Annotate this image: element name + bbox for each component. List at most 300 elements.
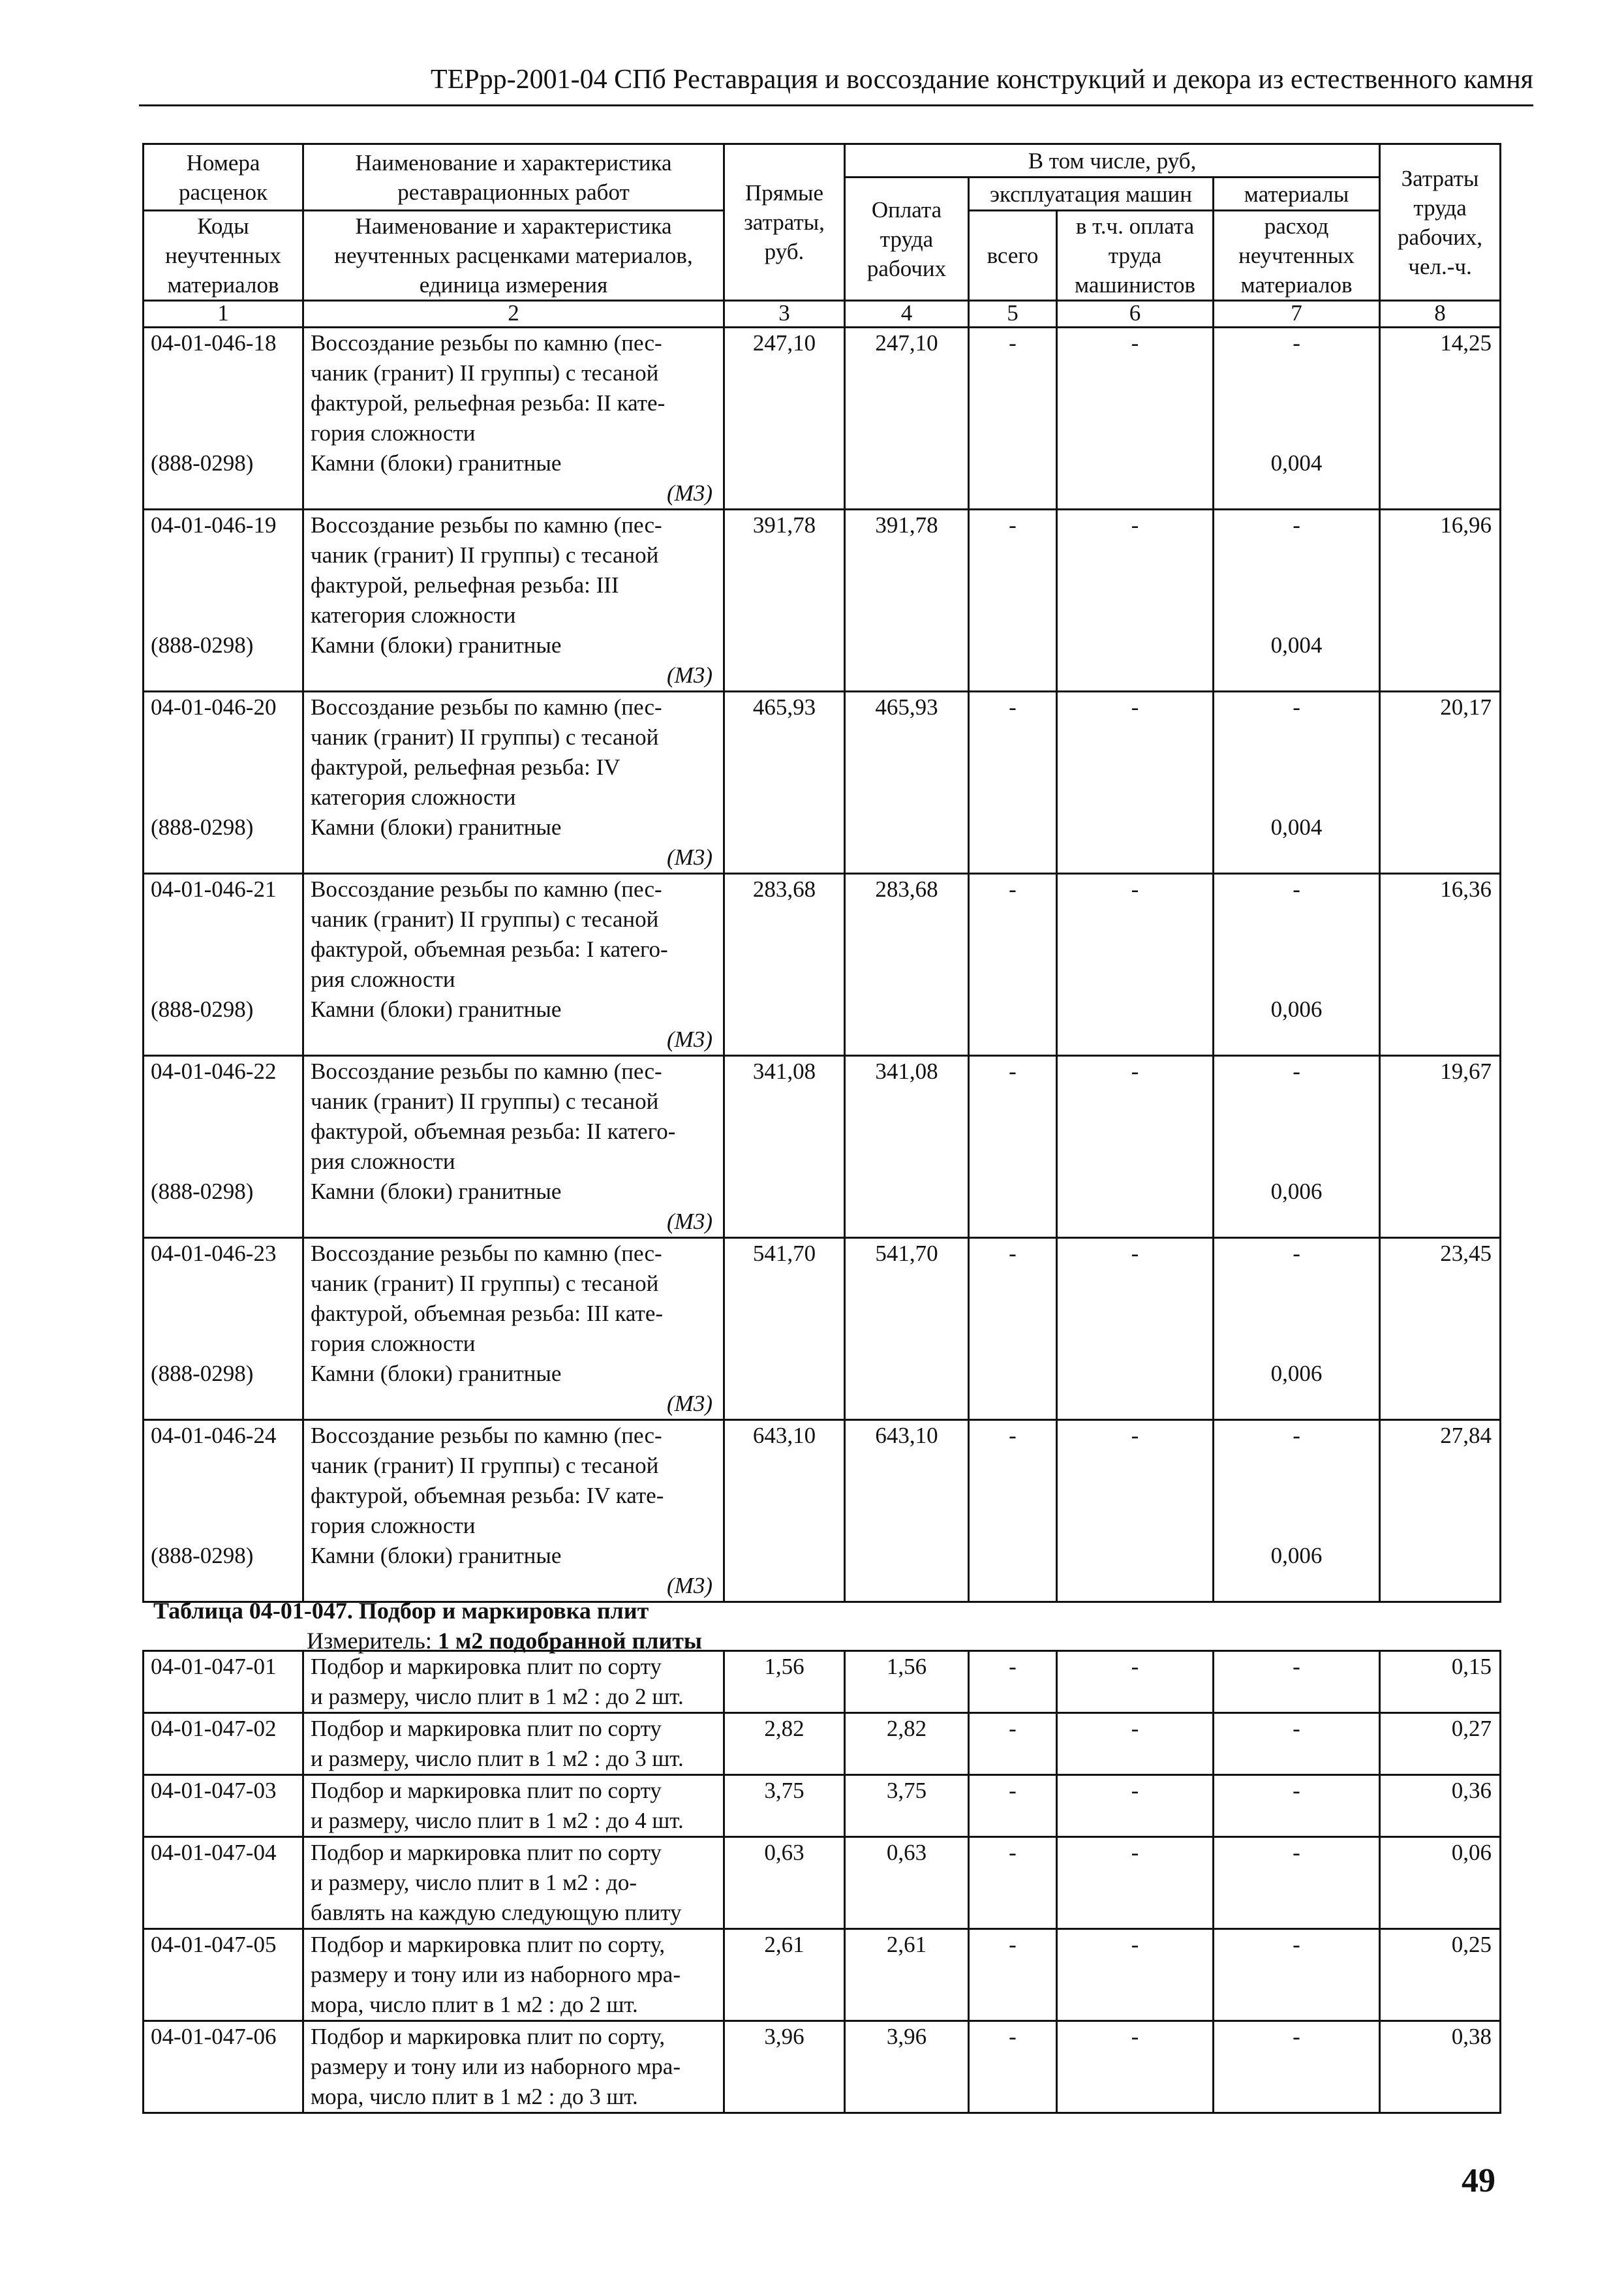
header-col5: всего xyxy=(969,211,1057,301)
rate-name-cell xyxy=(303,692,724,874)
rate-name-line: фактурой, объемная резьба: I катего- xyxy=(311,937,668,962)
spacer xyxy=(151,1329,302,1359)
rate-code: 04-01-047-03 xyxy=(151,1778,277,1803)
header-col2-top: Наименование и характеристика реставрационных работ xyxy=(303,144,724,211)
machinist-labor: - xyxy=(1131,512,1139,538)
materials-value: - xyxy=(1293,1932,1300,1957)
spacer xyxy=(151,1087,302,1117)
direct-cost: 391,78 xyxy=(752,512,816,538)
rate-name-line: чаник (гранит) II группы) с тесаной xyxy=(311,360,659,386)
rate-code: 04-01-046-21 xyxy=(151,876,277,902)
machinist-labor: - xyxy=(1131,2024,1139,2049)
material-unit: (М3) xyxy=(667,480,712,506)
rate-name-line: чаник (гранит) II группы) с тесаной xyxy=(311,542,659,568)
rate-name-line: бавлять на каждую следующую плиту xyxy=(311,1900,682,1925)
direct-cost-cell xyxy=(724,510,845,692)
material-code: (888-0298) xyxy=(151,814,254,840)
direct-cost-cell xyxy=(724,1713,845,1775)
machinist-labor: - xyxy=(1131,1778,1139,1803)
rates-table-047 xyxy=(142,1650,1501,2114)
spacer xyxy=(151,600,302,630)
direct-cost: 541,70 xyxy=(752,1241,816,1266)
labor-hours: 27,84 xyxy=(1440,1423,1492,1448)
spacer xyxy=(1214,418,1379,448)
machines-total: - xyxy=(1009,1059,1017,1084)
measure-prefix: Измеритель: xyxy=(307,1628,438,1654)
spacer xyxy=(151,722,302,752)
labor-hours-cell xyxy=(1380,328,1501,510)
table-row xyxy=(144,1775,1501,1837)
material-name: Камни (блоки) гранитные xyxy=(311,1543,562,1568)
machinist-labor: - xyxy=(1131,330,1139,356)
machines-total: - xyxy=(1009,1654,1017,1679)
materials-value: - xyxy=(1293,1059,1300,1084)
spacer xyxy=(1214,935,1379,965)
spacer xyxy=(151,935,302,965)
table-header xyxy=(144,144,1501,328)
machines-total: - xyxy=(1009,1716,1017,1741)
rate-name-line: Подбор и маркировка плит по сорту, xyxy=(311,2024,666,2049)
material-name: Камни (блоки) гранитные xyxy=(311,1179,562,1204)
materials-cell xyxy=(1214,328,1380,510)
rate-name-line: и размеру, число плит в 1 м2 : до 3 шт. xyxy=(311,1746,684,1771)
labor-hours-cell xyxy=(1380,1651,1501,1713)
rate-name-line: Подбор и маркировка плит по сорту xyxy=(311,1654,662,1679)
machines-total: - xyxy=(1009,1932,1017,1957)
labor-pay: 2,82 xyxy=(886,1716,927,1741)
spacer xyxy=(151,1025,302,1055)
spacer xyxy=(151,478,302,508)
rate-name-line: и размеру, число плит в 1 м2 : до 4 шт. xyxy=(311,1808,684,1833)
labor-pay: 283,68 xyxy=(875,876,938,902)
labor-pay-cell xyxy=(845,510,969,692)
material-code: (888-0298) xyxy=(151,997,254,1022)
direct-cost: 0,63 xyxy=(764,1840,804,1865)
machines-total-cell xyxy=(969,1713,1057,1775)
spacer xyxy=(151,1117,302,1147)
labor-hours: 0,25 xyxy=(1451,1932,1492,1957)
materials-value: - xyxy=(1293,1654,1300,1679)
rate-name-line: Воссоздание резьбы по камню (пес- xyxy=(311,1423,662,1448)
labor-hours-cell xyxy=(1380,1775,1501,1837)
spacer xyxy=(151,540,302,570)
materials-value: - xyxy=(1293,1778,1300,1803)
spacer xyxy=(1214,782,1379,813)
spacer xyxy=(1214,965,1379,995)
rate-name-line: Подбор и маркировка плит по сорту xyxy=(311,1840,662,1865)
rate-code: 04-01-046-23 xyxy=(151,1241,277,1266)
materials-cell xyxy=(1214,510,1380,692)
material-unit: (М3) xyxy=(667,1209,712,1234)
spacer xyxy=(151,358,302,388)
rate-name-cell xyxy=(303,2021,724,2113)
spacer xyxy=(1214,1451,1379,1481)
spacer xyxy=(151,752,302,782)
machines-total-cell xyxy=(969,1651,1057,1713)
rate-name-line: фактурой, объемная резьба: IV кате- xyxy=(311,1483,664,1508)
rate-code: 04-01-046-18 xyxy=(151,330,277,356)
labor-pay-cell xyxy=(845,1651,969,1713)
machinist-labor: - xyxy=(1131,1241,1139,1266)
direct-cost-cell xyxy=(724,1775,845,1837)
rate-name-line: гория сложности xyxy=(311,420,476,446)
table-row xyxy=(144,1420,1501,1602)
table-row xyxy=(144,1651,1501,1713)
materials-value: - xyxy=(1293,330,1300,356)
materials-value-cell xyxy=(1214,1929,1380,2021)
machines-total-cell xyxy=(969,1238,1057,1420)
material-unit: (М3) xyxy=(667,844,712,870)
rate-name-line: Подбор и маркировка плит по сорту xyxy=(311,1716,662,1741)
machinist-labor-cell xyxy=(1057,692,1214,874)
machines-total: - xyxy=(1009,330,1017,356)
machinist-labor-cell xyxy=(1057,1775,1214,1837)
spacer xyxy=(1214,1087,1379,1117)
labor-pay-cell xyxy=(845,1837,969,1929)
rate-name-line: размеру и тону или из наборного мра- xyxy=(311,1962,681,1987)
labor-pay-cell xyxy=(845,1238,969,1420)
machinist-labor-cell xyxy=(1057,328,1214,510)
material-qty: 0,004 xyxy=(1270,632,1323,658)
labor-pay-cell xyxy=(845,2021,969,2113)
material-code: (888-0298) xyxy=(151,1543,254,1568)
spacer xyxy=(1214,600,1379,630)
rate-code-cell xyxy=(144,1056,303,1238)
spacer xyxy=(1214,1511,1379,1541)
direct-cost: 465,93 xyxy=(752,694,816,720)
rate-code-cell xyxy=(144,692,303,874)
spacer xyxy=(151,388,302,418)
labor-pay: 3,96 xyxy=(886,2024,927,2049)
rate-name-line: мора, число плит в 1 м2 : до 2 шт. xyxy=(311,1992,638,2017)
spacer xyxy=(151,1481,302,1511)
labor-hours-cell xyxy=(1380,1238,1501,1420)
direct-cost: 1,56 xyxy=(764,1654,804,1679)
labor-hours: 0,27 xyxy=(1451,1716,1492,1741)
materials-cell xyxy=(1214,692,1380,874)
spacer xyxy=(1214,358,1379,388)
measure-value: 1 м2 подобранной плиты xyxy=(437,1628,703,1654)
direct-cost: 283,68 xyxy=(752,876,816,902)
column-number: 2 xyxy=(303,301,724,328)
table-row xyxy=(144,1238,1501,1420)
spacer xyxy=(1214,1299,1379,1329)
rate-code: 04-01-046-24 xyxy=(151,1423,277,1448)
rate-name-line: Подбор и маркировка плит по сорту, xyxy=(311,1932,666,1957)
page-number: 49 xyxy=(1462,2162,1495,2199)
machines-total-cell xyxy=(969,328,1057,510)
material-unit: (М3) xyxy=(667,1027,712,1052)
materials-value: - xyxy=(1293,1423,1300,1448)
labor-pay-cell xyxy=(845,1056,969,1238)
rate-code-cell xyxy=(144,1238,303,1420)
material-name: Камни (блоки) гранитные xyxy=(311,632,562,658)
rate-code: 04-01-047-04 xyxy=(151,1840,277,1865)
machinist-labor-cell xyxy=(1057,2021,1214,2113)
column-number: 1 xyxy=(144,301,303,328)
page-header-title: ТЕРрр-2001-04 СПб Реставрация и воссоздание конструкций и декора из естественного камня xyxy=(430,65,1533,95)
rate-name-line: чаник (гранит) II группы) с тесаной xyxy=(311,1453,659,1478)
machinist-labor: - xyxy=(1131,1932,1139,1957)
spacer xyxy=(1214,905,1379,935)
rate-name-line: Воссоздание резьбы по камню (пес- xyxy=(311,512,662,538)
material-code: (888-0298) xyxy=(151,1361,254,1386)
rate-code-cell xyxy=(144,510,303,692)
labor-hours-cell xyxy=(1380,1713,1501,1775)
rate-code-cell xyxy=(144,1420,303,1602)
header-col3: Прямые затраты, руб. xyxy=(724,144,845,301)
machines-total-cell xyxy=(969,1420,1057,1602)
labor-hours-cell xyxy=(1380,1056,1501,1238)
rate-code: 04-01-047-06 xyxy=(151,2024,277,2049)
direct-cost: 341,08 xyxy=(752,1059,816,1084)
labor-pay-cell xyxy=(845,1929,969,2021)
direct-cost-cell xyxy=(724,1837,845,1929)
column-number: 7 xyxy=(1214,301,1380,328)
materials-cell xyxy=(1214,1420,1380,1602)
material-qty: 0,004 xyxy=(1270,450,1323,476)
labor-pay-cell xyxy=(845,692,969,874)
material-qty: 0,006 xyxy=(1270,1361,1323,1386)
labor-hours: 14,25 xyxy=(1440,330,1492,356)
rate-name-line: чаник (гранит) II группы) с тесаной xyxy=(311,1089,659,1114)
materials-value: - xyxy=(1293,694,1300,720)
table-row xyxy=(144,2021,1501,2113)
rate-name-cell xyxy=(303,510,724,692)
column-number: 5 xyxy=(969,301,1057,328)
rate-code: 04-01-047-05 xyxy=(151,1932,277,1957)
materials-value-cell xyxy=(1214,1775,1380,1837)
machines-total: - xyxy=(1009,1840,1017,1865)
header-col4: Оплата труда рабочих xyxy=(845,178,969,301)
materials-cell xyxy=(1214,874,1380,1056)
labor-pay: 391,78 xyxy=(875,512,938,538)
material-name: Камни (блоки) гранитные xyxy=(311,997,562,1022)
rate-name-line: категория сложности xyxy=(311,784,516,810)
rate-code: 04-01-047-01 xyxy=(151,1654,277,1679)
labor-pay: 0,63 xyxy=(886,1840,927,1865)
machinist-labor: - xyxy=(1131,1654,1139,1679)
material-unit: (М3) xyxy=(667,1391,712,1416)
rate-name-line: фактурой, рельефная резьба: IV xyxy=(311,754,620,780)
spacer xyxy=(151,782,302,813)
spacer xyxy=(151,1511,302,1541)
rate-name-line: и размеру, число плит в 1 м2 : до- xyxy=(311,1870,637,1895)
labor-pay-cell xyxy=(845,1713,969,1775)
rate-name-line: Воссоздание резьбы по камню (пес- xyxy=(311,876,662,902)
rate-code-cell xyxy=(144,1713,303,1775)
direct-cost: 643,10 xyxy=(752,1423,816,1448)
spacer xyxy=(151,660,302,690)
rate-name-line: и размеру, число плит в 1 м2 : до 2 шт. xyxy=(311,1684,684,1709)
machinist-labor: - xyxy=(1131,1716,1139,1741)
rate-name-line: Воссоздание резьбы по камню (пес- xyxy=(311,330,662,356)
machines-total-cell xyxy=(969,1775,1057,1837)
column-number: 6 xyxy=(1057,301,1214,328)
section-047-title: Таблица 04-01-047. Подбор и маркировка плит xyxy=(153,1598,649,1624)
machinist-labor-cell xyxy=(1057,1837,1214,1929)
machines-total-cell xyxy=(969,1056,1057,1238)
spacer xyxy=(1214,1147,1379,1177)
direct-cost: 3,75 xyxy=(764,1778,804,1803)
machinist-labor-cell xyxy=(1057,510,1214,692)
rate-code-cell xyxy=(144,1929,303,2021)
machines-total-cell xyxy=(969,510,1057,692)
labor-pay: 465,93 xyxy=(875,694,938,720)
spacer xyxy=(1214,722,1379,752)
direct-cost-cell xyxy=(724,2021,845,2113)
materials-value-cell xyxy=(1214,1651,1380,1713)
rate-name-line: мора, число плит в 1 м2 : до 3 шт. xyxy=(311,2084,638,2109)
machines-total-cell xyxy=(969,1837,1057,1929)
machinist-labor-cell xyxy=(1057,1713,1214,1775)
labor-pay-cell xyxy=(845,1420,969,1602)
materials-value: - xyxy=(1293,1840,1300,1865)
direct-cost-cell xyxy=(724,1651,845,1713)
rate-name-line: фактурой, объемная резьба: III кате- xyxy=(311,1301,664,1326)
spacer xyxy=(1214,1329,1379,1359)
materials-cell xyxy=(1214,1238,1380,1420)
material-qty: 0,006 xyxy=(1270,1543,1323,1568)
rate-name-line: чаник (гранит) II группы) с тесаной xyxy=(311,906,659,932)
labor-pay: 1,56 xyxy=(886,1654,927,1679)
labor-hours: 16,36 xyxy=(1440,876,1492,902)
direct-cost-cell xyxy=(724,328,845,510)
rate-name-line: гория сложности xyxy=(311,1513,476,1538)
direct-cost-cell xyxy=(724,1056,845,1238)
material-unit: (М3) xyxy=(667,662,712,688)
rate-name-cell xyxy=(303,1713,724,1775)
rate-name-cell xyxy=(303,1837,724,1929)
spacer xyxy=(151,843,302,873)
labor-hours: 0,38 xyxy=(1451,2024,1492,2049)
table-row xyxy=(144,1929,1501,2021)
rate-code: 04-01-046-20 xyxy=(151,694,277,720)
rate-name-cell xyxy=(303,1056,724,1238)
direct-cost: 3,96 xyxy=(764,2024,804,2049)
rate-code-cell xyxy=(144,328,303,510)
rate-name-line: категория сложности xyxy=(311,602,516,628)
machinist-labor-cell xyxy=(1057,1929,1214,2021)
labor-hours: 0,06 xyxy=(1451,1840,1492,1865)
material-code: (888-0298) xyxy=(151,632,254,658)
labor-pay-cell xyxy=(845,874,969,1056)
machinist-labor-cell xyxy=(1057,1056,1214,1238)
header-materials-label: материалы xyxy=(1214,178,1380,211)
rate-name-line: рия сложности xyxy=(311,967,455,992)
rate-code-cell xyxy=(144,874,303,1056)
materials-cell xyxy=(1214,1056,1380,1238)
machines-total: - xyxy=(1009,1241,1017,1266)
machinist-labor: - xyxy=(1131,876,1139,902)
labor-hours-cell xyxy=(1380,1837,1501,1929)
machinist-labor: - xyxy=(1131,1840,1139,1865)
materials-value: - xyxy=(1293,1241,1300,1266)
materials-value: - xyxy=(1293,512,1300,538)
rate-name-line: Воссоздание резьбы по камню (пес- xyxy=(311,1059,662,1084)
header-col7: расход неучтенных материалов xyxy=(1214,211,1380,301)
material-qty: 0,004 xyxy=(1270,814,1323,840)
machines-total: - xyxy=(1009,694,1017,720)
machinist-labor-cell xyxy=(1057,1651,1214,1713)
rate-name-line: фактурой, рельефная резьба: III xyxy=(311,572,619,598)
table-row xyxy=(144,1056,1501,1238)
materials-value-cell xyxy=(1214,2021,1380,2113)
header-machines-label: эксплуатация машин xyxy=(969,178,1214,211)
machines-total-cell xyxy=(969,874,1057,1056)
header-rule xyxy=(139,104,1533,106)
rate-name-line: фактурой, рельефная резьба: II кате- xyxy=(311,390,666,416)
direct-cost: 247,10 xyxy=(752,330,816,356)
rates-table-046 xyxy=(142,143,1501,1603)
spacer xyxy=(151,1299,302,1329)
rate-name-line: Подбор и маркировка плит по сорту xyxy=(311,1778,662,1803)
labor-hours-cell xyxy=(1380,874,1501,1056)
spacer xyxy=(151,418,302,448)
spacer xyxy=(1214,1117,1379,1147)
labor-pay: 643,10 xyxy=(875,1423,938,1448)
rate-name-line: чаник (гранит) II группы) с тесаной xyxy=(311,1271,659,1296)
column-number: 3 xyxy=(724,301,845,328)
labor-hours-cell xyxy=(1380,1420,1501,1602)
table-row xyxy=(144,874,1501,1056)
spacer xyxy=(1214,1481,1379,1511)
rows-046 xyxy=(144,328,1501,1602)
table-row xyxy=(144,510,1501,692)
spacer xyxy=(151,1389,302,1419)
material-name: Камни (блоки) гранитные xyxy=(311,450,562,476)
labor-hours-cell xyxy=(1380,1929,1501,2021)
labor-hours: 0,15 xyxy=(1451,1654,1492,1679)
table-row xyxy=(144,1713,1501,1775)
material-name: Камни (блоки) гранитные xyxy=(311,1361,562,1386)
rate-code: 04-01-046-22 xyxy=(151,1059,277,1084)
labor-hours: 19,67 xyxy=(1440,1059,1492,1084)
spacer xyxy=(151,1207,302,1237)
spacer xyxy=(1214,570,1379,600)
table-row xyxy=(144,692,1501,874)
direct-cost-cell xyxy=(724,692,845,874)
machinist-labor-cell xyxy=(1057,1238,1214,1420)
machines-total-cell xyxy=(969,2021,1057,2113)
labor-hours: 0,36 xyxy=(1451,1778,1492,1803)
rate-name-line: чаник (гранит) II группы) с тесаной xyxy=(311,724,659,750)
table-row xyxy=(144,1837,1501,1929)
header-col6: в т.ч. оплата труда машинистов xyxy=(1057,211,1214,301)
material-code: (888-0298) xyxy=(151,450,254,476)
labor-pay: 3,75 xyxy=(886,1778,927,1803)
rate-code-cell xyxy=(144,1651,303,1713)
machines-total: - xyxy=(1009,1778,1017,1803)
direct-cost-cell xyxy=(724,1420,845,1602)
rate-name-cell xyxy=(303,328,724,510)
direct-cost: 2,82 xyxy=(764,1716,804,1741)
rate-name-line: фактурой, объемная резьба: II катего- xyxy=(311,1119,676,1144)
labor-pay: 341,08 xyxy=(875,1059,938,1084)
column-number: 8 xyxy=(1380,301,1501,328)
rate-code-cell xyxy=(144,2021,303,2113)
rows-047 xyxy=(144,1651,1501,2113)
labor-hours-cell xyxy=(1380,692,1501,874)
rate-name-line: гория сложности xyxy=(311,1331,476,1356)
spacer xyxy=(151,905,302,935)
machinist-labor-cell xyxy=(1057,1420,1214,1602)
materials-value-cell xyxy=(1214,1837,1380,1929)
header-group-label: В том числе, руб, xyxy=(845,144,1380,178)
machines-total: - xyxy=(1009,512,1017,538)
header-col2-bottom: Наименование и характеристика неучтенных расценками материалов, единица измерения xyxy=(303,211,724,301)
spacer xyxy=(1214,752,1379,782)
